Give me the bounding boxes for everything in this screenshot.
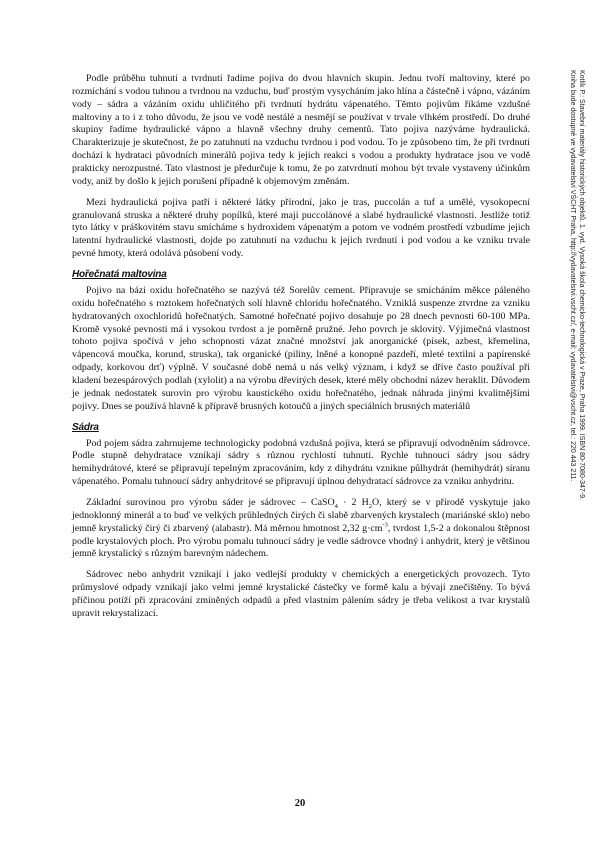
text-run: Základní surovinou pro výrobu sáder je sádrovec – CaSO	[86, 497, 335, 509]
subscript: 4	[334, 503, 338, 511]
citation-line-1: Kotlík P.: Stavební materiály historických objektů. 1. vyd. Vysoká škola chemicko-technologická v Praze, Praha 1999. ISBN 80-7080-347-9.	[578, 70, 585, 500]
section-heading-gypsum: Sádra	[72, 421, 99, 433]
paragraph-gypsum-3: Sádrovec nebo anhydrit vznikají i jako vedlejší produkty v chemických a energetických provozech. Tyto průmyslové odpady vznikají jako velmi jemné krystalické částečky ve formě kalu a bývají znečištěny. To bývá příčinou potíží při zpracování zmíněných odpadů a před vlastním pálením sádry je třeba velikost a tvar krystalů upravit rekrystalizací.	[72, 569, 530, 619]
paragraph-magnesia: Pojivo na bázi oxidu hořečnatého se nazývá též Sorelův cement. Připravuje se smícháním měkce páleného oxidu hořečnatého s roztokem hořečnatých solí hlavně chloridu hořečnatého. Vzniklá suspenze ztvrdne za vzniku hydratovaných oxochloridů hořečnatých. Samotné hořečnaté pojivo dosahuje po 28 dnech pevnosti 60-100 MPa. Kromě vysoké pevnosti má i vysokou tvrdost a je poměrně pružné. Jeho povrch je sklovitý. Výjimečná vlastnost tohoto pojiva spočívá v jeho schopnosti vázat značné množství jak anorganické (písek, azbest, křemelina, vápencová moučka, korund, struska), tak organické (piliny, lněné a konopné pazdeří, mleté textilní a papírenské odpady, korkovou drť) výplně. V současné době nemá u nás velký význam, i když se dříve často používal při kladení bezespárových podlah (xylolit) a na výrobu dřevitých desek, které měly obchodní název heraklit. Důvodem je jednak nedostatek surovin pro výrobu kaustického oxidu hořečnatého, jednak náhrada jinými kvalitnějšími pojivy. Dnes se používá hlavně k přípravě brusných kotoučů a jiných speciálních brusných materiálů	[72, 285, 530, 412]
paragraph-hydraulic-binders: Mezi hydraulická pojiva patří i některé látky přírodní, jako je tras, puccolán a tuf a umělé, vysokopecní granulovaná struska a některé druhy popílků, které mají puccolánové a slabé hydraulické vlastnosti. Jestliže totiž tyto látky v práškovitém stavu smícháme s hydroxidem vápenatým a potom ve vodném prostředí vzbudíme jejich latentní hydraulické vlastnosti, dojde po zatuhnutí na vzduchu k jejich tvrdnutí i pod vodou a ke vzniku trvale pevné hmoty, která odolává působení vody.	[72, 196, 530, 260]
paragraph-gypsum-1: Pod pojem sádra zahrnujeme technologicky podobná vzdušná pojiva, která se připravují odvodněním sádrovce. Podle stupně dehydratace vznikají sádry s různou rychlostí tuhnutí. Rychle tuhnoucí sádry jsou sádry hemihydrátové, které se připravují tepelným zpracováním, kdy z dihydrátu vznikne půlhydrát (hemihydrát) síranu vápenatého. Pomalu tuhnoucí sádry anhydritové se připravují úplnou dehydratací sádrovce za vzniku anhydritu.	[72, 437, 530, 488]
text-run: , tvrdost 1,5-2 a dokonalou štěpnost podle krystalových ploch. Pro výrobu pomalu tuhnoucí sádry je vedle sádrovce vhodný i anhydrit, který je většinou jemně krystalický s různým barevným nádechem.	[72, 522, 530, 560]
page-body	[72, 73, 530, 629]
citation-line-2: Kniha bude dostupné ve vydavatelství VŠCHT Praha, http://vydavatelstvi.vscht.cz/, e-mail: vydavatelstvi@vscht.cz, tel.: 220 443 211.	[569, 70, 576, 482]
text-run: · 2 H	[337, 497, 369, 509]
paragraph-binders-classification: Podle průběhu tuhnutí a tvrdnutí řadíme pojiva do dvou hlavních skupin. Jednu tvoří maltoviny, které po rozmíchání s vodou tuhnou a tvrdnou na vzduchu, buď prostým vysycháním jako hlína a částečně i vápno, vázáním vody – sádra a vázáním oxidu uhličitého při tvrdnutí hydrátu vápenatého. Těmto pojivům říkáme vzdušné maltoviny a to i z toho důvodu, že jsou ve vodě nestálé a nesmějí se používat v trvale vlhkém prostředí. Do druhé skupiny řadíme hydraulické vápno a hlavně všechny druhy cementů. Tato pojiva nazýváme hydraulická. Charakterizuje je skutečnost, že po zatuhnutí na vzduchu tvrdnou i pod vodou. To je způsobeno tím, že při tvrdnutí dochází k hydrataci původních minerálů pojiva tedy k jejich reakci s vodou a produkty hydratace jsou ve vodě prakticky nerozpustné. Tato vlastnost je předurčuje k tomu, že po zatvrdnutí mohou být trvale vystaveny účinkům vody, aniž by došlo k jejich porušení případně k objemovým změnám.	[72, 73, 530, 187]
superscript: -3	[382, 521, 388, 529]
citation-sidenote	[568, 70, 586, 600]
page-number: 20	[294, 798, 306, 809]
subscript: 2	[368, 503, 373, 511]
paragraph-gypsum-2	[72, 497, 530, 561]
section-heading-magnesia: Hořečnatá maltovina	[72, 269, 167, 281]
text-run: O, který se v přírodě vyskytuje jako jednoklonný minerál a to buď ve velkých průhledných čirých či slabě zbarvených krystalech (mariánské sklo) nebo jemně krystalický čirý či zbarvený (alabastr). Má měrnou hmotnost 2,32 g·cm	[72, 497, 530, 534]
